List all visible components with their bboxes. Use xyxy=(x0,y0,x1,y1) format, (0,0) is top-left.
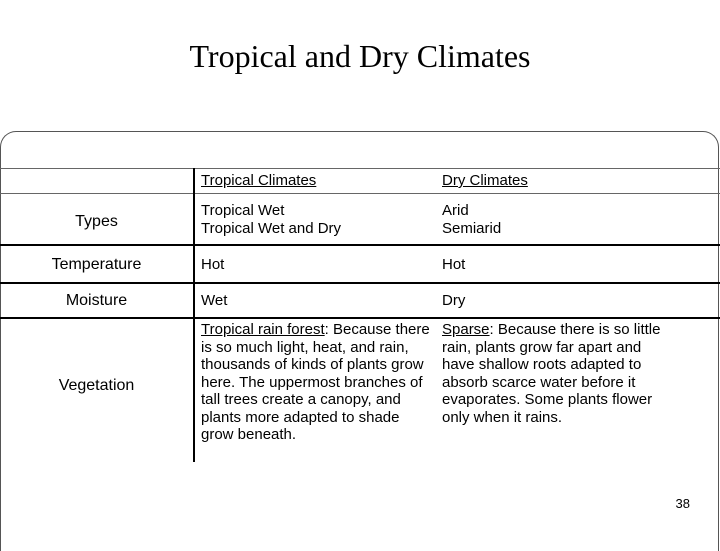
temperature-dry: Hot xyxy=(442,256,466,273)
header-tropical-climates: Tropical Climates xyxy=(201,172,317,189)
types-tropical-1: Tropical Wet xyxy=(201,202,285,219)
vegetation-dry-text: : Because there is so little rain, plants grow far apart and have shallow roots adapted to absorb scarce water before it evaporates. Some plants flower only when it rains. xyxy=(442,321,661,426)
temperature-tropical: Hot xyxy=(201,256,225,273)
row-label-moisture: Moisture xyxy=(65,292,128,309)
slide-title: Tropical and Dry Climates xyxy=(189,38,531,74)
types-bottom-rule xyxy=(0,244,720,246)
row-label-temperature: Temperature xyxy=(51,256,142,273)
row-label-types: Types xyxy=(75,213,118,230)
page-number: 38 xyxy=(675,496,690,511)
moisture-tropical: Wet xyxy=(201,292,228,309)
types-tropical-2: Tropical Wet and Dry xyxy=(201,219,342,237)
types-dry xyxy=(442,202,712,237)
moisture-dry: Dry xyxy=(442,292,466,309)
row-label-vegetation: Vegetation xyxy=(58,377,135,394)
vegetation-tropical xyxy=(201,321,433,444)
types-dry-1: Arid xyxy=(442,202,469,219)
temperature-bottom-rule xyxy=(0,282,720,284)
column-divider xyxy=(193,168,195,462)
vegetation-dry xyxy=(442,321,667,426)
header-top-rule xyxy=(0,168,720,169)
vegetation-tropical-term: Tropical rain forest xyxy=(201,321,325,338)
header-dry-climates: Dry Climates xyxy=(442,172,528,189)
types-dry-2: Semiarid xyxy=(442,219,502,237)
vegetation-tropical-text: : Because there is so much light, heat, and rain, thousands of kinds of plants grow here. The uppermost branches of tall trees create a canopy, and plants more adapted to shade grow beneath. xyxy=(201,321,430,443)
moisture-bottom-rule xyxy=(0,317,720,319)
vegetation-dry-term: Sparse xyxy=(442,321,490,338)
header-bottom-rule xyxy=(0,193,720,194)
types-tropical xyxy=(201,202,433,237)
